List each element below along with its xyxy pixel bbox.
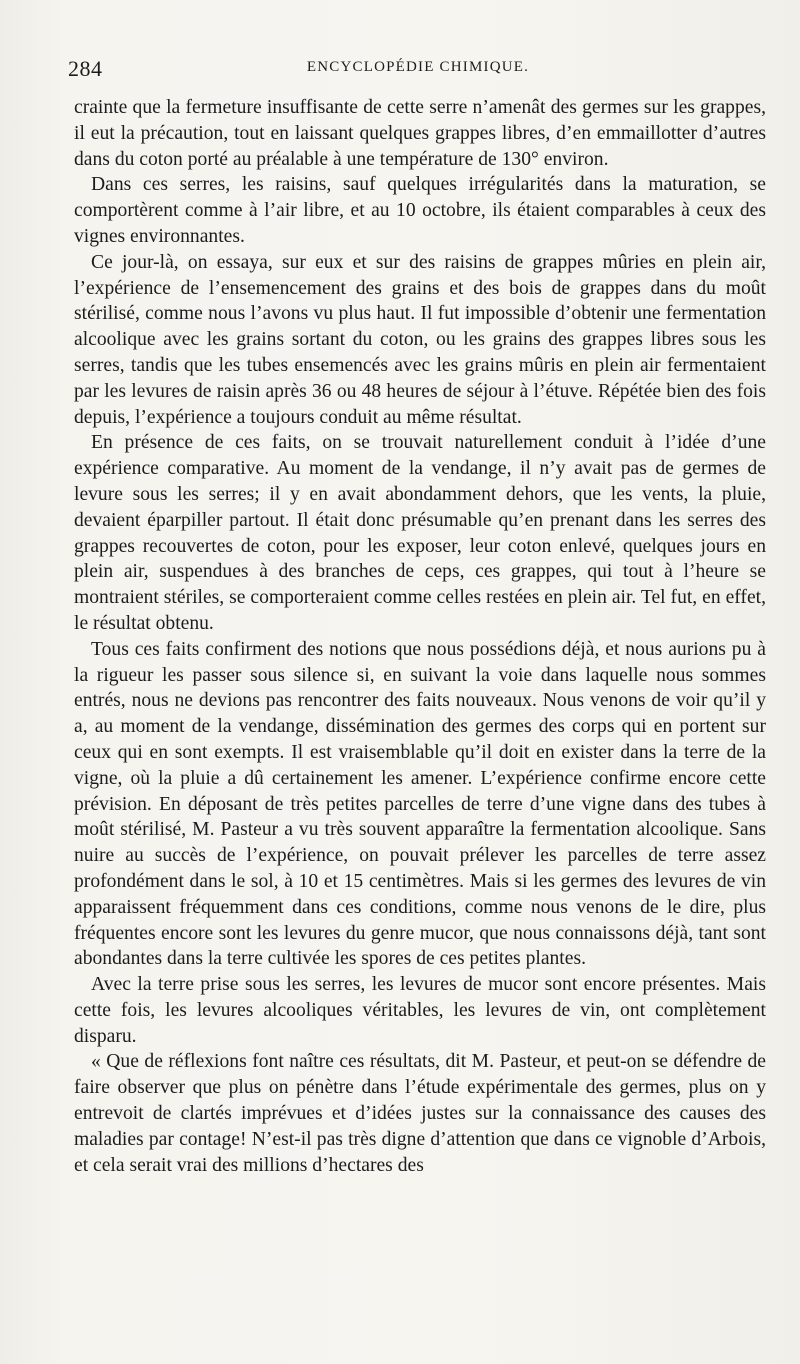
body-text [74, 95, 766, 1178]
paragraph-notions: Tous ces faits confirment des notions que nous possédions déjà, et nous aurions pu à la rigueur les passer sous silence si, en suivant la voie dans laquelle nous sommes entrés, nous ne devions pas rencontrer des faits nouveaux. Nous venons de voir qu’il y a, au moment de la vendange, dissémination des germes des corps qui en portent sur ceux qui en sont exempts. Il est vraisemblable qu’il doit en exister dans la terre de la vigne, où la pluie a dû certainement les amener. L’expérience confirme encore cette prévision. En déposant de très petites parcelles de terre d’une vigne dans des tubes à moût stérilisé, M. Pasteur a vu très souvent apparaître la fermentation alcoolique. Sans nuire au succès de l’expérience, on pouvait prélever les parcelles de terre assez profondément dans le sol, à 10 et 15 centimètres. Mais si les germes des levures de vin apparaissent fréquemment dans ces conditions, comme nous venons de le dire, plus fréquentes encore sont les levures du genre mucor, que nous connaissons déjà, tant sont abondantes dans la terre cultivée les spores de ces petites plantes. [74, 638, 766, 970]
page-number: 284 [68, 56, 103, 81]
paragraph-serres: Dans ces serres, les raisins, sauf quelques irrégularités dans la maturation, se comportèrent comme à l’air libre, et au 10 octobre, ils étaient comparables à ceux des vignes environnantes. [74, 174, 766, 247]
paragraph-mucor: Avec la terre prise sous les serres, les levures de mucor sont encore présentes. Mais cette fois, les levures alcooliques véritables, les levures de vin, ont complètement disparu. [74, 974, 766, 1047]
running-title: ENCYCLOPÉDIE CHIMIQUE. [306, 59, 530, 75]
paragraph-continuation: crainte que la fermeture insuffisante de cette serre n’amenât des germes sur les grappes, il eut la précaution, tout en laissant quelques grappes libres, d’en emmaillotter d’autres dans du coton porté au préalable à une température de 130° environ. [74, 97, 766, 170]
paragraph-experience: Ce jour-là, on essaya, sur eux et sur des raisins de grappes mûries en plein air, l’expérience de l’ensemencement des grains et des bois de grappes dans du moût stérilisé, comme nous l’avons vu plus haut. Il fut impossible d’obtenir une fermentation alcoolique avec les grains sortant du coton, ou les grains des grappes libres sous les serres, tandis que les tubes ensemencés avec les grains mûris en plein air fermentaient par les levures de raisin après 36 ou 48 heures de séjour à l’étuve. Répétée bien des fois depuis, l’expérience a toujours conduit au même résultat. [74, 251, 766, 428]
paragraph-comparative: En présence de ces faits, on se trouvait naturellement conduit à l’idée d’une expérience comparative. Au moment de la vendange, il n’y avait pas de germes de levure sous les serres; il y en avait abondamment dehors, que les vents, la pluie, devaient éparpiller partout. Il était donc présumable qu’en prenant dans les serres des grappes recouvertes de coton, pour les exposer, leur coton enlevé, quelques jours en plein air, suspendues à des branches de ceps, ces grappes, qui tout à l’heure se montraient stériles, se comporteraient comme celles restées en plein air. Tel fut, en effet, le résultat obtenu. [74, 432, 766, 634]
page-header [68, 56, 768, 86]
paragraph-quote: « Que de réflexions font naître ces résultats, dit M. Pasteur, et peut-on se défendre de faire observer que plus on pénètre dans l’étude expérimentale des germes, plus on y entrevoit de clartés imprévues et d’idées justes sur la connaissance des causes des maladies par contage! N’est-il pas très digne d’attention que dans ce vignoble d’Arbois, et cela serait vrai des millions d’hectares des [74, 1051, 766, 1176]
